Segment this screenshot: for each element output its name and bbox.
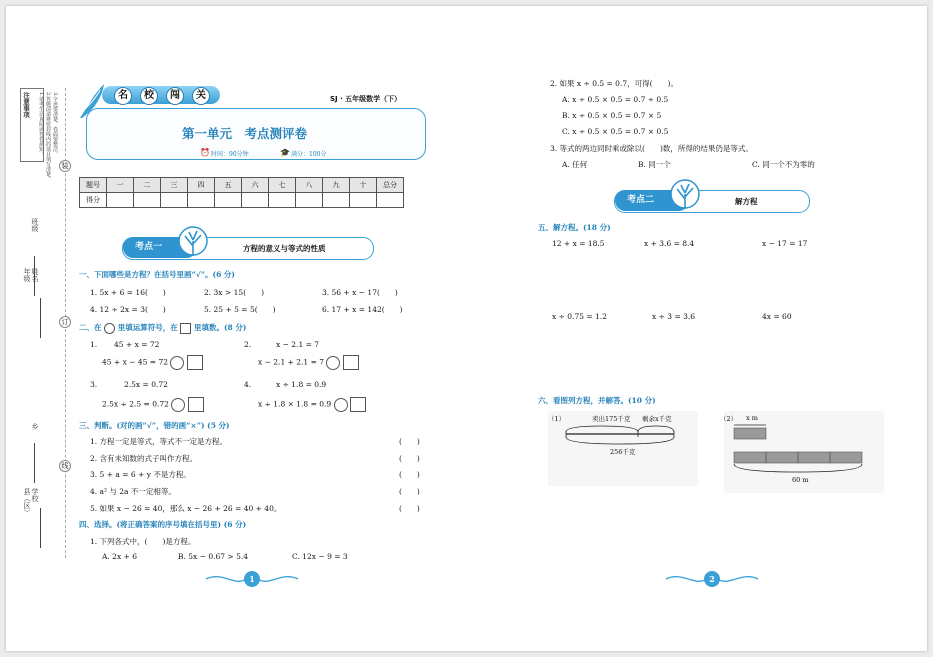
score-input[interactable] <box>323 193 350 208</box>
judge-paren[interactable]: ( ) <box>399 504 420 513</box>
fig1-left-label: 剩余x千克 <box>642 415 672 423</box>
score-input[interactable] <box>242 193 269 208</box>
kaodian2-tag: 考点二 <box>615 190 689 211</box>
cap-icon: 🎓 <box>280 148 290 157</box>
circle-symbol <box>104 323 115 334</box>
fig2-label: （2） <box>720 415 738 423</box>
sec2-q3-work <box>102 397 204 412</box>
sec1-item: 4. 12 ÷ 2x = 3( ) <box>90 305 166 314</box>
clock-icon: ⏰ <box>200 148 210 157</box>
equation: x ÷ 3 = 3.6 <box>652 312 696 321</box>
choice-q1: 1. 下列各式中，( )是方程。 <box>90 537 196 546</box>
brand-char-3: 闯 <box>166 87 184 105</box>
sec2-q2-num: 2. <box>244 340 252 349</box>
grade-label: 年级 <box>23 268 31 282</box>
score-cell: 三 <box>161 178 188 193</box>
sec6-heading: 六、看图列方程，并解答。(10 分) <box>538 396 656 405</box>
name-field[interactable] <box>40 298 41 338</box>
sec2-q2-work-text: x − 2.1 + 2.1 = 7 <box>258 357 325 367</box>
sec2-heading-c: 里填数。(8 分) <box>194 323 247 332</box>
judge-item: 4. a² 与 2a 不一定相等。 <box>90 487 176 496</box>
sec5-heading: 五、解方程。(18 分) <box>538 223 611 232</box>
score-input[interactable] <box>161 193 188 208</box>
score-header-row <box>80 178 404 193</box>
number-box[interactable] <box>188 397 204 412</box>
judge-paren[interactable]: ( ) <box>399 470 420 479</box>
town-field[interactable] <box>34 443 35 483</box>
county-label: 县（区） <box>23 488 31 516</box>
score-input[interactable] <box>296 193 323 208</box>
number-box[interactable] <box>343 355 359 370</box>
judge-item: 5. 如果 x − 26 = 40，那么 x − 26 + 26 = 40 + 40。 <box>90 504 282 513</box>
sec1-item: 6. 17 + x = 142( ) <box>322 305 403 314</box>
kaodian2-title: 解方程 <box>735 197 758 206</box>
fig2-x-label: x m <box>746 414 758 422</box>
sec2-q4-work <box>258 397 366 412</box>
choice-option: A. 任何 <box>562 160 588 169</box>
operator-circle[interactable] <box>170 356 184 370</box>
score-input[interactable] <box>134 193 161 208</box>
brand-char-4: 关 <box>192 87 210 105</box>
exam-sheet <box>6 6 927 651</box>
number-box[interactable] <box>350 397 366 412</box>
full-score: 满分：100分 <box>291 151 327 158</box>
sec4-heading: 四、选择。(将正确答案的序号填在括号里) (6 分) <box>79 520 247 529</box>
score-row-label: 得分 <box>80 193 107 208</box>
sec2-q3-work-text: 2.5x ÷ 2.5 = 0.72 <box>102 399 169 409</box>
fig2-bar-diagram <box>732 422 872 474</box>
score-cell: 七 <box>269 178 296 193</box>
sec2-q1-num: 1. <box>90 340 98 349</box>
square-symbol <box>180 323 191 334</box>
choice-q2: 2. 如果 x ÷ 0.5 = 0.7，可得( )。 <box>550 79 678 88</box>
sec2-q1-work <box>102 355 203 370</box>
choice-option: C. 12x − 9 = 3 <box>292 552 348 561</box>
choice-option: B. 5x − 0.67 > 5.4 <box>178 552 249 561</box>
score-cell: 总分 <box>377 178 404 193</box>
brand-char-1: 名 <box>114 87 132 105</box>
page-number-2: 2 <box>709 574 715 584</box>
sec2-q1-eq: 45 + x = 72 <box>114 340 160 349</box>
sec2-q4-eq: x ÷ 1.8 = 0.9 <box>276 380 327 389</box>
kaodian2-banner <box>614 190 810 213</box>
score-input[interactable] <box>377 193 404 208</box>
score-input[interactable] <box>188 193 215 208</box>
choice-option: A. x ÷ 0.5 × 0.5 = 0.7 ÷ 0.5 <box>562 95 669 104</box>
town-label: 乡 <box>31 423 39 430</box>
notice-line-2: 2.答题前请将密封线内的项目填写清楚。 <box>45 92 51 182</box>
school-field[interactable] <box>40 508 41 548</box>
judge-paren[interactable]: ( ) <box>399 437 420 446</box>
judge-item: 2. 含有未知数的式子叫作方程。 <box>90 454 198 463</box>
notice-head: 注意事项 <box>22 92 30 118</box>
judge-paren[interactable]: ( ) <box>399 487 420 496</box>
judge-item: 1. 方程一定是等式，等式不一定是方程。 <box>90 437 228 446</box>
name-label: 姓名 <box>31 268 39 282</box>
sec2-heading-b: 里填运算符号，在 <box>117 323 178 332</box>
choice-option: A. 2x + 6 <box>102 552 138 561</box>
score-cell: 一 <box>107 178 134 193</box>
judge-item: 3. 5 + a = 6 + y 不是方程。 <box>90 470 191 479</box>
score-cell: 十 <box>350 178 377 193</box>
sec3-heading: 三、判断。(对的画“√”，错的画“×”) (5 分) <box>79 421 230 430</box>
sec2-heading <box>79 322 246 334</box>
score-cell: 四 <box>188 178 215 193</box>
score-cell: 二 <box>134 178 161 193</box>
sec2-q4-work-text: x ÷ 1.8 × 1.8 = 0.9 <box>258 399 332 409</box>
sec1-item: 3. 56 + x − 17( ) <box>322 288 398 297</box>
sec2-q3-num: 3. <box>90 380 98 389</box>
brand-char-2: 校 <box>140 87 158 105</box>
score-table <box>79 177 404 208</box>
kaodian1-tag: 考点一 <box>123 237 197 258</box>
equation: 12 + x = 18.5 <box>552 239 605 248</box>
notice-line-3: 3.字迹要清楚、卷面要整洁。 <box>52 92 58 157</box>
school-label: 学校 <box>31 488 39 502</box>
seal-char-2: 订 <box>59 316 71 328</box>
notice-line-1: 1.请考生认真阅读答卷须知。 <box>38 92 44 157</box>
score-cell: 五 <box>215 178 242 193</box>
equation: x ÷ 0.75 = 1.2 <box>552 312 607 321</box>
fig1-total-label: 256千克 <box>610 448 636 456</box>
sec2-q2-eq: x − 2.1 = 7 <box>276 340 320 349</box>
class-label: 班级 <box>31 218 39 232</box>
fig1-label: （1） <box>548 415 566 423</box>
score-input[interactable] <box>269 193 296 208</box>
sec2-q2-work <box>258 355 359 370</box>
exam-time: 时间：90分钟 <box>211 151 249 158</box>
score-input[interactable] <box>107 193 134 208</box>
score-cell: 九 <box>323 178 350 193</box>
header-banner <box>74 76 429 166</box>
sec2-q3-eq: 2.5x = 0.72 <box>124 380 168 389</box>
sec2-q1-work-text: 45 + x − 45 = 72 <box>102 357 169 367</box>
equation: 4x = 60 <box>762 312 792 321</box>
choice-option: B. 同一个 <box>638 160 671 169</box>
series-label: SJ · 五年级数学（下） <box>330 95 402 103</box>
operator-circle[interactable] <box>171 398 185 412</box>
judge-paren[interactable]: ( ) <box>399 454 420 463</box>
operator-circle[interactable] <box>326 356 340 370</box>
kaodian1-title: 方程的意义与等式的性质 <box>243 244 326 253</box>
page-title: 第一单元 考点测评卷 <box>182 126 308 141</box>
tree-icon <box>665 179 705 213</box>
score-input[interactable] <box>350 193 377 208</box>
sec1-item: 5. 25 + 5 = 5( ) <box>204 305 276 314</box>
kaodian1-banner <box>122 237 374 260</box>
fig2-total-label: 60 m <box>792 476 809 484</box>
sec1-heading: 一、下面哪些是方程？在括号里画“√”。(6 分) <box>79 270 235 279</box>
equation: x − 17 = 17 <box>762 239 808 248</box>
score-cell: 题号 <box>80 178 107 193</box>
score-input[interactable] <box>215 193 242 208</box>
sec1-item: 1. 5x + 6 = 16( ) <box>90 288 166 297</box>
score-cell: 八 <box>296 178 323 193</box>
number-box[interactable] <box>187 355 203 370</box>
choice-option: C. x ÷ 0.5 × 0.5 = 0.7 × 0.5 <box>562 127 669 136</box>
page-number-1: 1 <box>249 574 255 584</box>
operator-circle[interactable] <box>334 398 348 412</box>
fig1-sold-label: 卖出175千克 <box>592 415 631 423</box>
sec2-heading-a: 二、在 <box>79 323 102 332</box>
sec2-q4-num: 4. <box>244 380 252 389</box>
choice-option: B. x ÷ 0.5 × 0.5 = 0.7 × 5 <box>562 111 662 120</box>
tree-icon <box>173 226 213 260</box>
binding-strip <box>20 88 70 568</box>
sec1-item: 2. 3x > 15( ) <box>204 288 264 297</box>
score-value-row <box>80 193 404 208</box>
equation: x + 3.6 = 8.4 <box>644 239 695 248</box>
seal-char-3: 线 <box>59 460 71 472</box>
choice-q3: 3. 等式的两边同时乘或除以( )数，所得的结果仍是等式。 <box>550 144 753 153</box>
seal-char-1: 装 <box>59 160 71 172</box>
choice-option: C. 同一个不为零的 <box>752 160 815 169</box>
score-cell: 六 <box>242 178 269 193</box>
